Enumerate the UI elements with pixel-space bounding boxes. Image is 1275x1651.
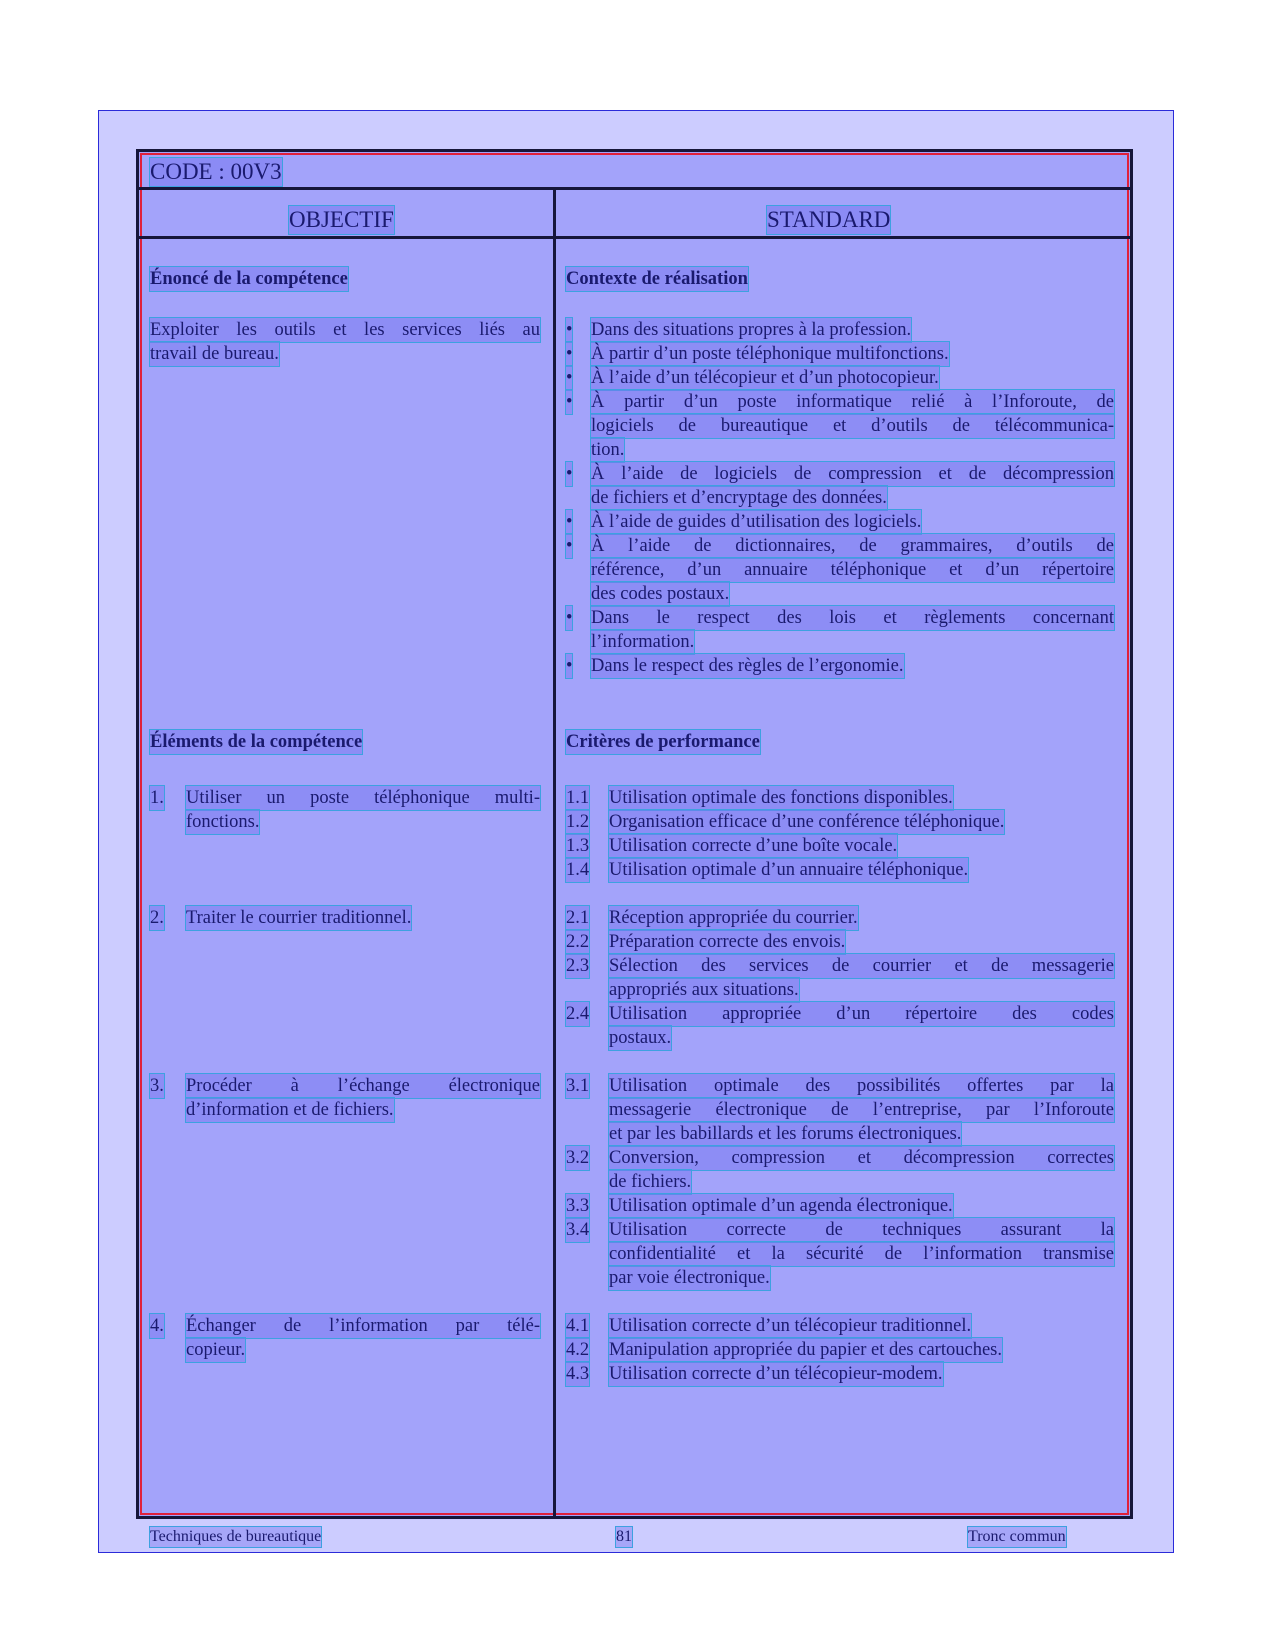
enonce-text-line: Exploiter les outils et les services liés au bbox=[150, 320, 540, 340]
critere-number: 1.3 bbox=[566, 836, 590, 856]
critere-number: 4.1 bbox=[566, 1316, 590, 1336]
critere-text-line: postaux. bbox=[609, 1028, 672, 1048]
critere-number: 2.3 bbox=[566, 956, 590, 976]
critere-text-line: Utilisation correcte d’un télécopieur traditionnel. bbox=[609, 1316, 972, 1336]
element-number: 2. bbox=[150, 908, 164, 928]
contexte-text-line: Dans le respect des règles de l’ergonomie. bbox=[591, 656, 904, 676]
bullet-mark: • bbox=[566, 344, 573, 364]
critere-text-line: Manipulation appropriée du papier et des cartouches. bbox=[609, 1340, 1002, 1360]
critere-number: 1.1 bbox=[566, 788, 590, 808]
column-divider bbox=[553, 188, 556, 1516]
critere-number: 1.4 bbox=[566, 860, 590, 880]
element-text-line: Utiliser un poste téléphonique multi- bbox=[186, 788, 540, 808]
critere-text-line: par voie électronique. bbox=[609, 1268, 770, 1288]
element-text-line: Traiter le courrier traditionnel. bbox=[186, 908, 412, 928]
critere-text-line: Utilisation optimale des possibilités offertes par la bbox=[609, 1076, 1114, 1096]
contexte-text-line: À l’aide de dictionnaires, de grammaires, d’outils de bbox=[591, 536, 1114, 556]
critere-text-line: Utilisation correcte d’une boîte vocale. bbox=[609, 836, 898, 856]
footer-program: Techniques de bureautique bbox=[150, 1528, 322, 1545]
element-text-line: d’information et de fichiers. bbox=[186, 1100, 394, 1120]
bullet-mark: • bbox=[566, 656, 573, 676]
element-text-line: fonctions. bbox=[186, 812, 260, 832]
critere-text-line: Utilisation appropriée d’un répertoire des codes bbox=[609, 1004, 1114, 1024]
column-header-objectif: OBJECTIF bbox=[289, 207, 394, 232]
critere-number: 2.2 bbox=[566, 932, 590, 952]
critere-text-line: Organisation efficace d’une conférence téléphonique. bbox=[609, 812, 1005, 832]
critere-text-line: Réception appropriée du courrier. bbox=[609, 908, 858, 928]
rule-under-code bbox=[138, 187, 1131, 190]
footer-section: Tronc commun bbox=[968, 1528, 1066, 1545]
contexte-heading: Contexte de réalisation bbox=[566, 269, 748, 289]
contexte-text-line: À l’aide de logiciels de compression et de décompression bbox=[591, 464, 1114, 484]
contexte-text-line: Dans le respect des lois et règlements concernant bbox=[591, 608, 1114, 628]
critere-number: 1.2 bbox=[566, 812, 590, 832]
contexte-text-line: référence, d’un annuaire téléphonique et d’un répertoire bbox=[591, 560, 1114, 580]
contexte-text-line: À l’aide de guides d’utilisation des logiciels. bbox=[591, 512, 922, 532]
contexte-text-line: À partir d’un poste téléphonique multifonctions. bbox=[591, 344, 949, 364]
critere-number: 3.1 bbox=[566, 1076, 590, 1096]
critere-text-line: Utilisation optimale d’un annuaire téléphonique. bbox=[609, 860, 969, 880]
column-header-standard: STANDARD bbox=[767, 207, 891, 232]
contexte-text-line: À partir d’un poste informatique relié à l’Inforoute, de bbox=[591, 392, 1114, 412]
elements-heading: Éléments de la compétence bbox=[150, 732, 363, 752]
contexte-text-line: des codes postaux. bbox=[591, 584, 730, 604]
critere-number: 2.1 bbox=[566, 908, 590, 928]
critere-text-line: et par les babillards et les forums électroniques. bbox=[609, 1124, 962, 1144]
bullet-mark: • bbox=[566, 608, 573, 628]
critere-text-line: Sélection des services de courrier et de messagerie bbox=[609, 956, 1114, 976]
rule-under-headers bbox=[138, 236, 1131, 239]
footer-page-number: 81 bbox=[616, 1528, 632, 1545]
competence-code: CODE : 00V3 bbox=[150, 159, 282, 184]
element-text-line: copieur. bbox=[186, 1340, 246, 1360]
critere-number: 3.4 bbox=[566, 1220, 590, 1240]
element-text-line: Procéder à l’échange électronique bbox=[186, 1076, 540, 1096]
element-text-line: Échanger de l’information par télé- bbox=[186, 1316, 540, 1336]
critere-text-line: confidentialité et la sécurité de l’information transmise bbox=[609, 1244, 1114, 1264]
critere-number: 3.3 bbox=[566, 1196, 590, 1216]
bullet-mark: • bbox=[566, 536, 573, 556]
element-number: 1. bbox=[150, 788, 164, 808]
critere-text-line: Utilisation optimale des fonctions disponibles. bbox=[609, 788, 953, 808]
critere-text-line: Utilisation correcte d’un télécopieur-modem. bbox=[609, 1364, 943, 1384]
critere-text-line: Utilisation correcte de techniques assurant la bbox=[609, 1220, 1114, 1240]
contexte-text-line: logiciels de bureautique et d’outils de télécommunica- bbox=[591, 416, 1114, 436]
critere-number: 4.3 bbox=[566, 1364, 590, 1384]
bullet-mark: • bbox=[566, 368, 573, 388]
bullet-mark: • bbox=[566, 392, 573, 412]
critere-number: 3.2 bbox=[566, 1148, 590, 1168]
enonce-heading: Énoncé de la compétence bbox=[150, 269, 348, 289]
contexte-text-line: Dans des situations propres à la profession. bbox=[591, 320, 912, 340]
contexte-text-line: À l’aide d’un télécopieur et d’un photocopieur. bbox=[591, 368, 939, 388]
bullet-mark: • bbox=[566, 464, 573, 484]
bullet-mark: • bbox=[566, 512, 573, 532]
critere-text-line: Utilisation optimale d’un agenda électronique. bbox=[609, 1196, 953, 1216]
critere-text-line: Conversion, compression et décompression correctes bbox=[609, 1148, 1114, 1168]
critere-number: 4.2 bbox=[566, 1340, 590, 1360]
enonce-text-line: travail de bureau. bbox=[150, 344, 279, 364]
critere-text-line: de fichiers. bbox=[609, 1172, 692, 1192]
contexte-text-line: tion. bbox=[591, 440, 625, 460]
contexte-text-line: l’information. bbox=[591, 632, 695, 652]
critere-text-line: messagerie électronique de l’entreprise, par l’Inforoute bbox=[609, 1100, 1114, 1120]
critere-text-line: appropriés aux situations. bbox=[609, 980, 799, 1000]
element-number: 4. bbox=[150, 1316, 164, 1336]
contexte-text-line: de fichiers et d’encryptage des données. bbox=[591, 488, 887, 508]
element-number: 3. bbox=[150, 1076, 164, 1096]
bullet-mark: • bbox=[566, 320, 573, 340]
criteres-heading: Critères de performance bbox=[566, 732, 760, 752]
critere-number: 2.4 bbox=[566, 1004, 590, 1024]
critere-text-line: Préparation correcte des envois. bbox=[609, 932, 846, 952]
